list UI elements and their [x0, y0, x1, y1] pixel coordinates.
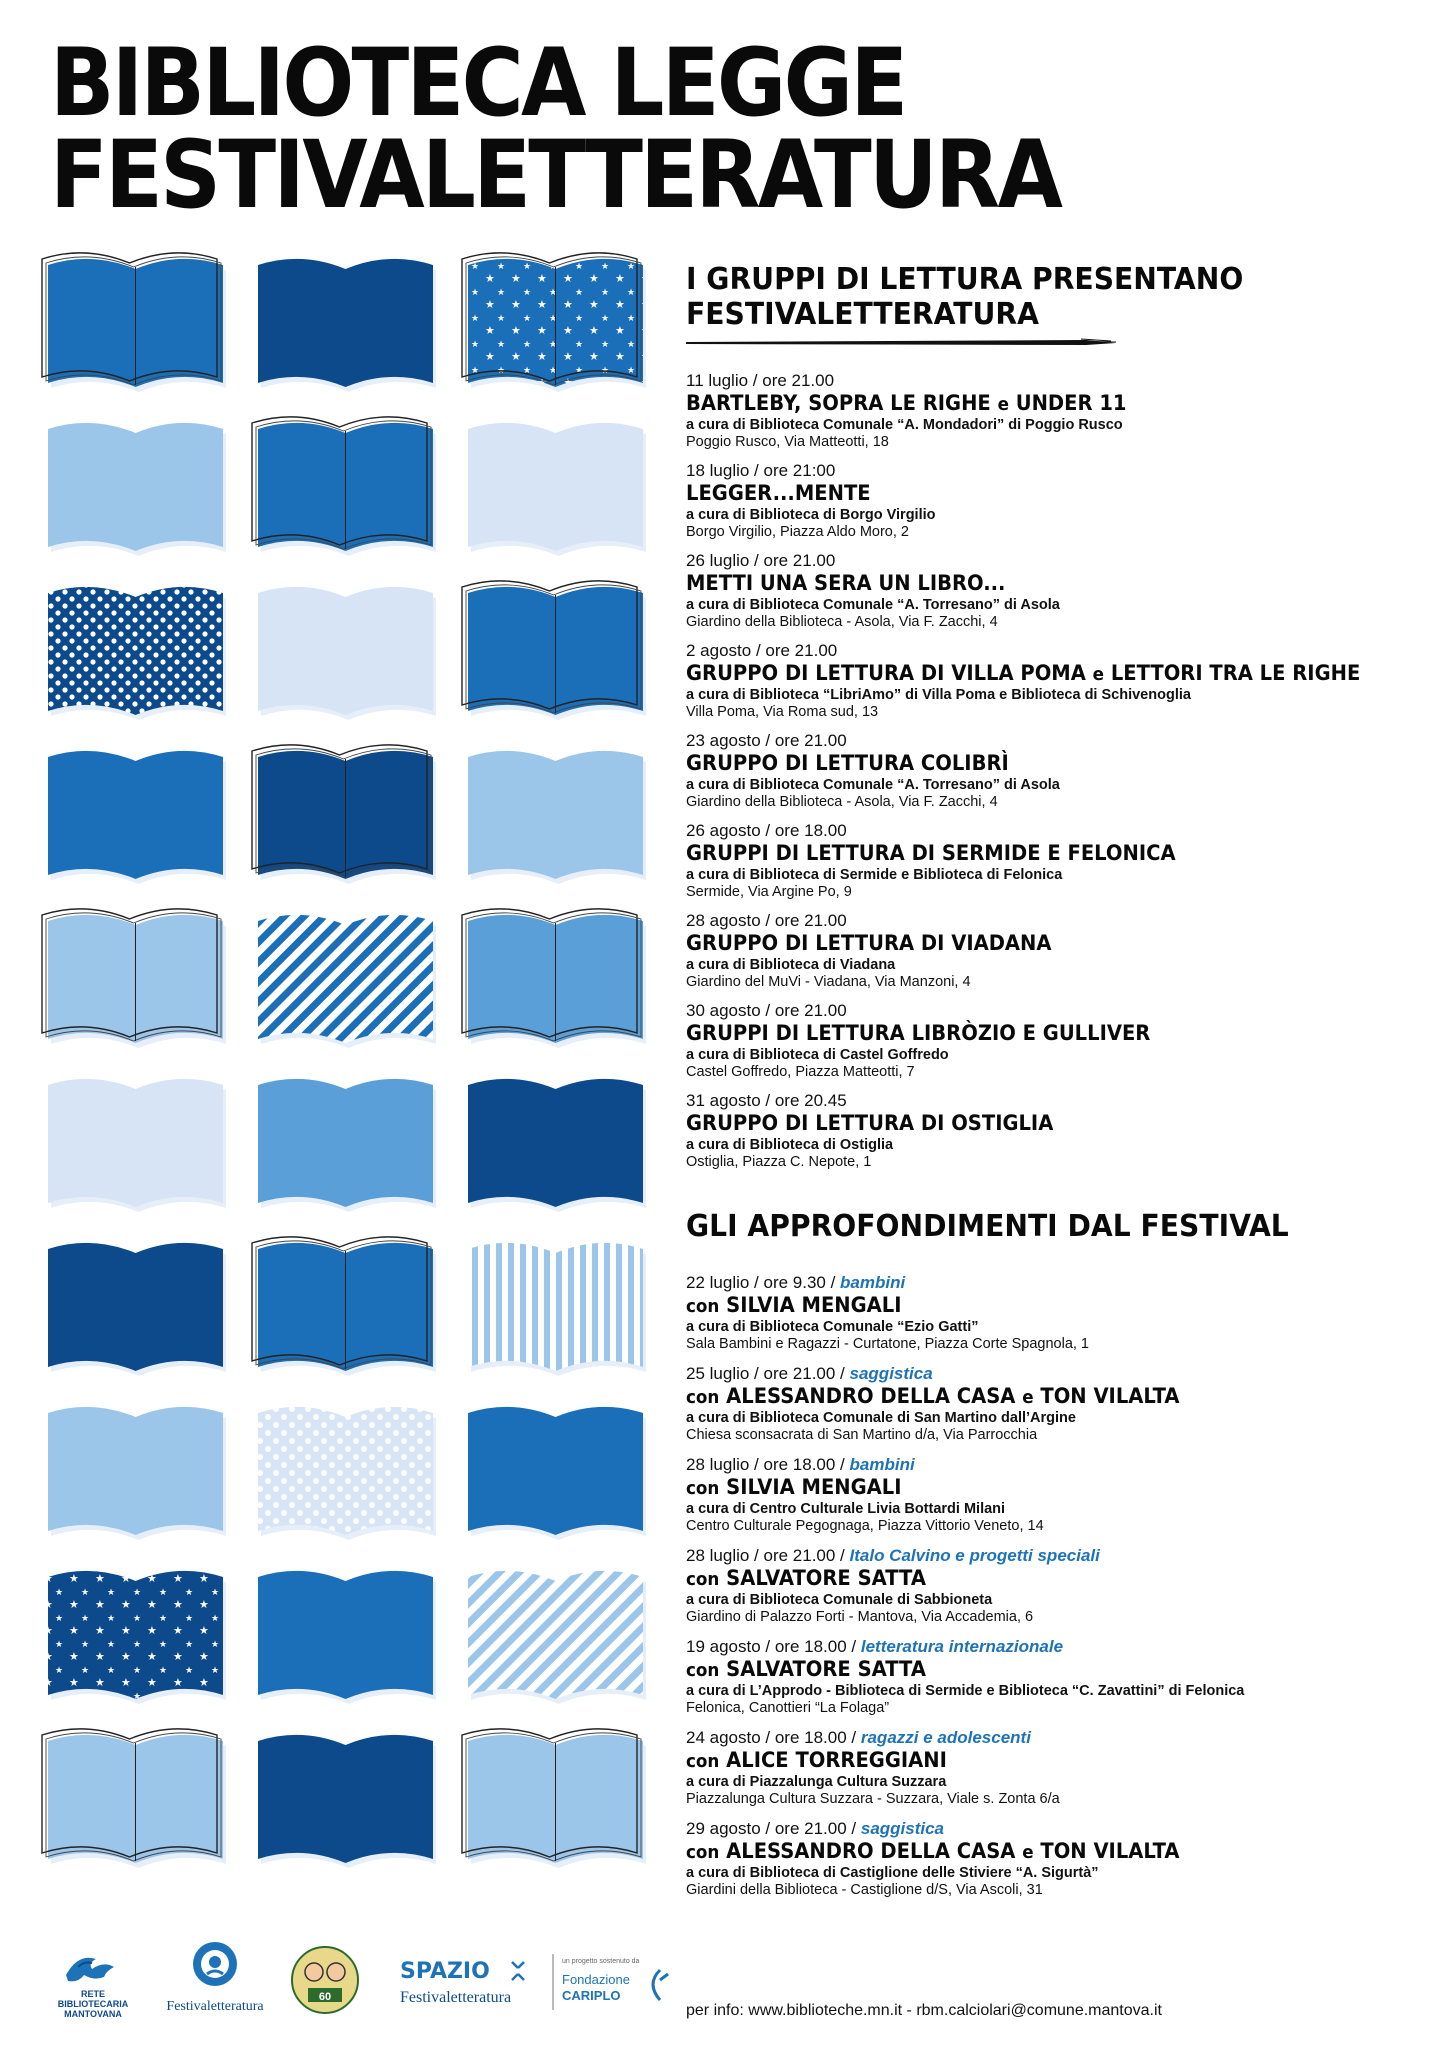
book-icon	[48, 423, 226, 556]
event-category: ragazzi e adolescenti	[860, 1728, 1031, 1747]
event-title: con SALVATORE SATTA	[686, 1566, 926, 1590]
event-place: Giardini della Biblioteca - Castiglione d/S, Via Ascoli, 31	[686, 1882, 1043, 1898]
brush-underline	[686, 336, 1116, 348]
book-icon	[48, 1079, 226, 1212]
event-organizer: a cura di Biblioteca Comunale di Sabbioneta	[686, 1592, 993, 1608]
book-icon	[468, 751, 646, 884]
book-icon	[468, 1243, 646, 1376]
rete-bibliotecaria-logo	[48, 1945, 138, 2020]
book-icon	[42, 1729, 226, 1868]
event-place: Villa Poma, Via Roma sud, 13	[686, 704, 879, 720]
footer	[0, 1940, 1448, 2048]
book-illustration-grid	[40, 245, 660, 1885]
event-item	[686, 370, 1406, 451]
spazio-festivaletteratura-logo	[400, 1956, 550, 2012]
event-category: bambini	[840, 1273, 906, 1292]
event-organizer: a cura di Biblioteca Comunale “A. Mondadori” di Poggio Rusco	[686, 417, 1123, 433]
event-place: Sala Bambini e Ragazzi - Curtatone, Piazza Corte Spagnola, 1	[686, 1336, 1089, 1352]
book-icon	[258, 587, 436, 720]
title-line-1: BIBLIOTECA LEGGE	[50, 29, 906, 138]
book-icon	[468, 1407, 646, 1540]
svg-text:RETE: RETE	[80, 1989, 106, 1999]
event-place: Giardino del MuVi - Viadana, Via Manzoni, 4	[686, 974, 971, 990]
svg-text:BIBLIOTECARIA: BIBLIOTECARIA	[57, 1999, 129, 2009]
book-icon	[462, 253, 646, 392]
event-item	[686, 1636, 1406, 1717]
event-title: GRUPPO DI LETTURA COLIBRÌ	[686, 751, 1009, 775]
book-icon	[462, 1729, 646, 1868]
svg-text:60: 60	[318, 1991, 332, 2003]
event-date: 22 luglio / ore 9.30 / bambini	[686, 1273, 906, 1292]
footer-divider	[552, 1954, 554, 2010]
book-icon	[48, 751, 226, 884]
event-place: Centro Culturale Pegognaga, Piazza Vittorio Veneto, 14	[686, 1518, 1044, 1534]
event-date: 26 luglio / ore 21.00	[686, 551, 836, 570]
event-date: 29 agosto / ore 21.00 / saggistica	[686, 1819, 945, 1838]
book-icon	[258, 259, 436, 392]
event-place: Poggio Rusco, Via Matteotti, 18	[686, 434, 889, 450]
book-icon	[42, 253, 226, 392]
event-title: BARTLEBY, SOPRA LE RIGHE e UNDER 11	[686, 391, 1127, 415]
event-place: Castel Goffredo, Piazza Matteotti, 7	[686, 1064, 915, 1080]
svg-text:SPAZIO: SPAZIO	[400, 1959, 490, 1984]
event-item	[686, 1818, 1406, 1899]
event-organizer: a cura di Biblioteca Comunale “Ezio Gatti”	[686, 1319, 979, 1335]
program-content	[686, 262, 1406, 1909]
book-icon	[258, 1735, 436, 1868]
event-title: GRUPPO DI LETTURA DI VILLA POMA e LETTORI TRA LE RIGHE	[686, 661, 1361, 685]
event-organizer: a cura di Biblioteca di Castiglione delle Stiviere “A. Sigurtà”	[686, 1865, 1099, 1881]
svg-text:MANTOVANA: MANTOVANA	[64, 2009, 122, 2019]
event-place: Giardino di Palazzo Forti - Mantova, Via Accademia, 6	[686, 1609, 1034, 1625]
event-organizer: a cura di Biblioteca Comunale di San Martino dall’Argine	[686, 1410, 1076, 1426]
event-date: 18 luglio / ore 21:00	[686, 461, 836, 480]
event-organizer: a cura di Centro Culturale Livia Bottardi Milani	[686, 1501, 1006, 1517]
event-organizer: a cura di L’Approdo - Biblioteca di Sermide e Biblioteca “C. Zavattini” di Felonica	[686, 1683, 1245, 1699]
book-icon	[48, 1407, 226, 1540]
event-date: 25 luglio / ore 21.00 / saggistica	[686, 1364, 933, 1383]
festivaletteratura-logo	[150, 1940, 280, 2020]
event-title: METTI UNA SERA UN LIBRO...	[686, 571, 1006, 595]
event-item	[686, 1363, 1406, 1444]
event-date: 11 luglio / ore 21.00	[686, 371, 835, 390]
event-title: GRUPPO DI LETTURA DI OSTIGLIA	[686, 1111, 1054, 1135]
event-item	[686, 910, 1406, 991]
event-title: LEGGER...MENTE	[686, 481, 871, 505]
svg-text:un progetto sostenuto da: un progetto sostenuto da	[562, 1958, 640, 1965]
book-icon	[48, 1571, 226, 1704]
book-icon	[258, 1407, 436, 1540]
event-date: 24 agosto / ore 18.00 / ragazzi e adolescenti	[686, 1728, 1031, 1747]
book-icon	[252, 745, 436, 884]
event-place: Borgo Virgilio, Piazza Aldo Moro, 2	[686, 524, 909, 540]
event-category: saggistica	[849, 1364, 933, 1383]
book-icon	[258, 1079, 436, 1212]
event-date: 28 luglio / ore 21.00 / Italo Calvino e progetti speciali	[686, 1546, 1100, 1565]
event-organizer: a cura di Biblioteca di Ostiglia	[686, 1137, 894, 1153]
event-title: con SILVIA MENGALI	[686, 1293, 902, 1317]
anniversary-badge-logo	[290, 1944, 360, 2016]
event-organizer: a cura di Biblioteca di Borgo Virgilio	[686, 507, 936, 523]
event-item	[686, 1272, 1406, 1353]
event-date: 31 agosto / ore 20.45	[686, 1091, 847, 1110]
event-place: Giardino della Biblioteca - Asola, Via F. Zacchi, 4	[686, 794, 998, 810]
event-organizer: a cura di Biblioteca Comunale “A. Torresano” di Asola	[686, 597, 1060, 613]
event-item	[686, 730, 1406, 811]
event-place: Piazzalunga Cultura Suzzara - Suzzara, Viale s. Zonta 6/a	[686, 1791, 1060, 1807]
book-icon	[48, 1243, 226, 1376]
event-title: GRUPPO DI LETTURA DI VIADANA	[686, 931, 1052, 955]
section-festival-heading: GLI APPROFONDIMENTI DAL FESTIVAL	[686, 1209, 1289, 1244]
event-item	[686, 460, 1406, 541]
event-item	[686, 640, 1406, 721]
event-date: 30 agosto / ore 21.00	[686, 1001, 847, 1020]
event-place: Sermide, Via Argine Po, 9	[686, 884, 852, 900]
event-item	[686, 1454, 1406, 1535]
event-title: con SALVATORE SATTA	[686, 1657, 926, 1681]
event-title: con ALESSANDRO DELLA CASA e TON VILALTA	[686, 1839, 1180, 1863]
event-organizer: a cura di Biblioteca Comunale “A. Torresano” di Asola	[686, 777, 1060, 793]
event-title: con SILVIA MENGALI	[686, 1475, 902, 1499]
event-item	[686, 1000, 1406, 1081]
event-date: 26 agosto / ore 18.00	[686, 821, 847, 840]
event-category: Italo Calvino e progetti speciali	[849, 1546, 1100, 1565]
event-category: saggistica	[860, 1819, 945, 1838]
event-organizer: a cura di Biblioteca di Viadana	[686, 957, 896, 973]
event-place: Chiesa sconsacrata di San Martino d/a, Via Parrocchia	[686, 1427, 1038, 1443]
event-date: 2 agosto / ore 21.00	[686, 641, 838, 660]
event-item	[686, 820, 1406, 901]
section-festival	[686, 1209, 1406, 1899]
event-organizer: a cura di Biblioteca di Sermide e Biblioteca di Felonica	[686, 867, 1063, 883]
svg-text:Festivaletteratura: Festivaletteratura	[400, 1989, 512, 2006]
page-title	[50, 29, 1061, 230]
event-place: Giardino della Biblioteca - Asola, Via F. Zacchi, 4	[686, 614, 998, 630]
event-item	[686, 1727, 1406, 1808]
event-title: con ALESSANDRO DELLA CASA e TON VILALTA	[686, 1384, 1180, 1408]
book-icon	[462, 581, 646, 720]
svg-text:CARIPLO: CARIPLO	[562, 1988, 621, 2003]
book-icon	[258, 915, 436, 1048]
event-organizer: a cura di Piazzalunga Cultura Suzzara	[686, 1774, 947, 1790]
book-icon	[468, 1571, 646, 1704]
event-item	[686, 1545, 1406, 1626]
event-category: bambini	[849, 1455, 915, 1474]
contact-info: per info: www.biblioteche.mn.it - rbm.calciolari@comune.mantova.it	[686, 2002, 1162, 2019]
event-date: 23 agosto / ore 21.00	[686, 731, 847, 750]
title-line-2: FESTIVALETTERATURA	[50, 121, 1061, 230]
book-icon	[252, 417, 436, 556]
book-icon	[468, 1079, 646, 1212]
book-icon	[48, 587, 226, 720]
event-organizer: a cura di Biblioteca di Castel Goffredo	[686, 1047, 949, 1063]
event-item	[686, 550, 1406, 631]
section-groups-events	[686, 370, 1406, 1171]
event-organizer: a cura di Biblioteca “LibriAmo” di Villa Poma e Biblioteca di Schivenoglia	[686, 687, 1191, 703]
event-date: 19 agosto / ore 18.00 / letteratura internazionale	[686, 1637, 1064, 1656]
section-groups	[686, 262, 1406, 1171]
event-place: Ostiglia, Piazza C. Nepote, 1	[686, 1154, 872, 1170]
event-date: 28 luglio / ore 18.00 / bambini	[686, 1455, 915, 1474]
event-date: 28 agosto / ore 21.00	[686, 911, 847, 930]
event-item	[686, 1090, 1406, 1171]
event-title: con ALICE TORREGGIANI	[686, 1748, 947, 1772]
section-groups-heading: I GRUPPI DI LETTURA PRESENTANO FESTIVALETTERATURA	[686, 262, 1244, 332]
svg-text:Festivaletteratura: Festivaletteratura	[166, 1999, 264, 2014]
event-title: GRUPPI DI LETTURA LIBRÒZIO E GULLIVER	[686, 1021, 1151, 1045]
svg-text:Fondazione: Fondazione	[562, 1972, 630, 1987]
book-icon	[462, 909, 646, 1048]
book-icon	[258, 1571, 436, 1704]
book-icon	[42, 909, 226, 1048]
event-category: letteratura internazionale	[860, 1637, 1064, 1656]
fondazione-cariplo-logo	[562, 1954, 682, 2014]
section-festival-events	[686, 1272, 1406, 1899]
book-icon	[252, 1237, 436, 1376]
book-icon	[468, 423, 646, 556]
event-title: GRUPPI DI LETTURA DI SERMIDE E FELONICA	[686, 841, 1176, 865]
event-place: Felonica, Canottieri “La Folaga”	[686, 1700, 890, 1716]
